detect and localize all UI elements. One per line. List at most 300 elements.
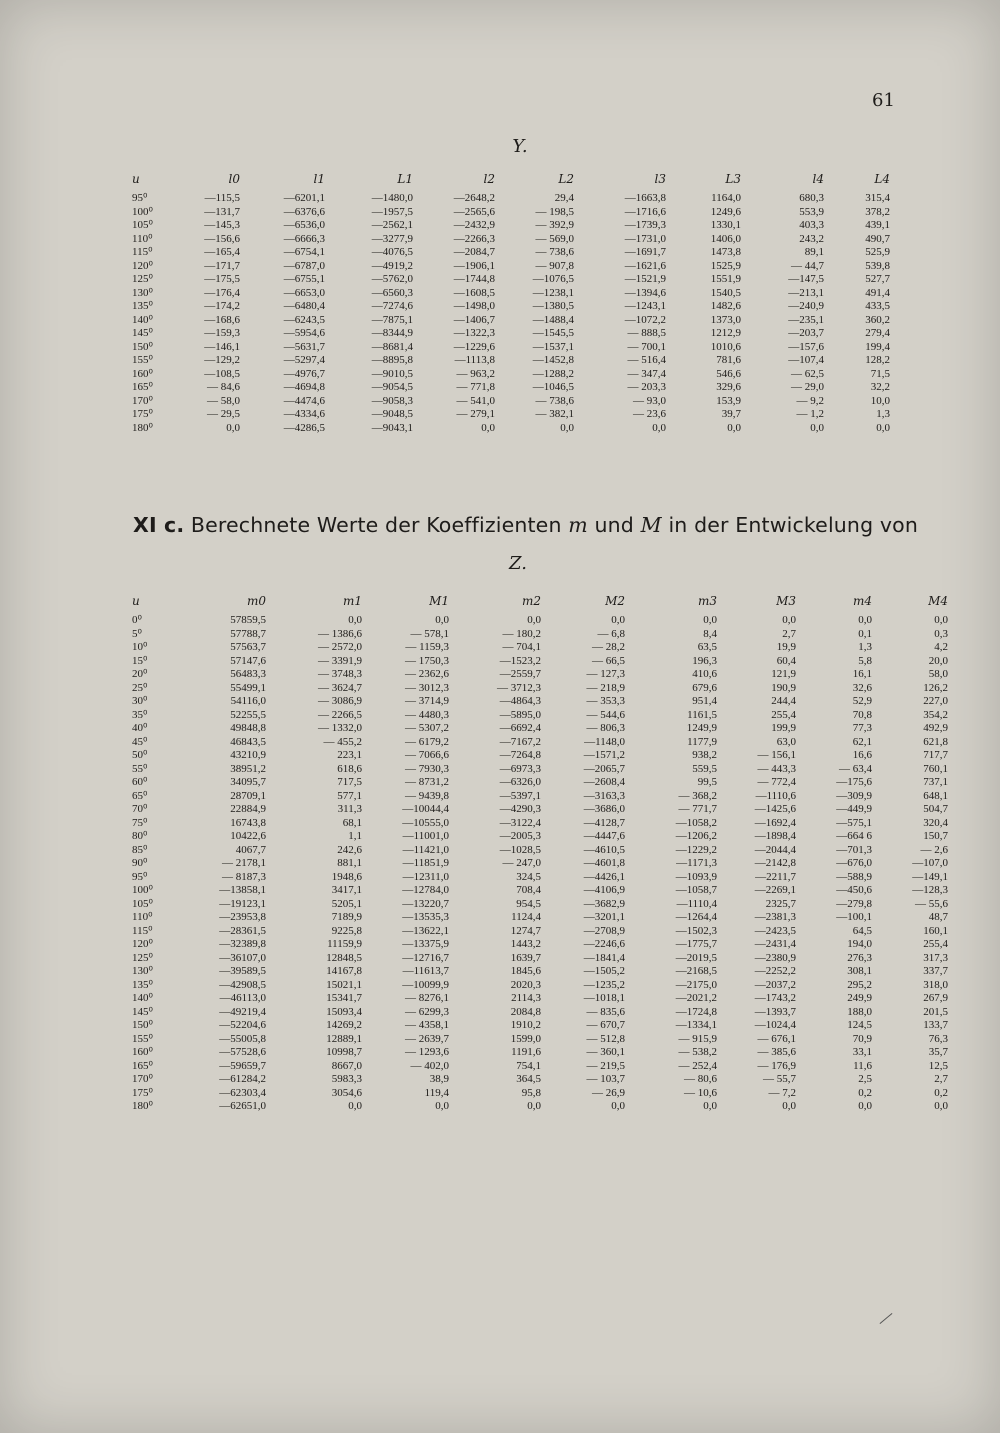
table-cell: — 66,5 (592, 654, 625, 667)
table-cell: —1957,5 (371, 205, 413, 218)
table-cell: 124,5 (847, 1019, 872, 1031)
table-cell: —1452,8 (532, 354, 574, 366)
table-cell: — 103,7 (586, 1073, 625, 1085)
table-z (132, 588, 948, 1114)
table-cell: —165,4 (204, 246, 240, 258)
table-cell: — 2572,0 (318, 641, 362, 653)
row-angle: 40⁰ (132, 722, 148, 734)
table-cell: —1724,8 (675, 1005, 717, 1018)
table-cell: 70,9 (852, 1032, 872, 1045)
table-cell: —1608,5 (453, 286, 495, 299)
table-row (132, 1019, 948, 1033)
row-angle: 125⁰ (132, 273, 153, 285)
table-cell: —6787,0 (283, 259, 325, 272)
table-cell: —3201,1 (583, 911, 625, 923)
table-cell: — 63,4 (839, 762, 872, 775)
row-angle: 95⁰ (132, 870, 148, 883)
column-header: l4 (812, 172, 824, 186)
table-row (132, 790, 948, 804)
table-row (132, 925, 948, 939)
table-cell: — 26,9 (592, 1086, 625, 1099)
table-cell: —6973,3 (499, 762, 541, 775)
row-angle: 110⁰ (132, 911, 153, 923)
table-cell: — 44,7 (791, 259, 824, 272)
table-row (132, 844, 948, 858)
column-header: M1 (429, 594, 449, 608)
table-cell: 242,6 (337, 843, 362, 856)
table-cell: — 180,2 (502, 627, 541, 640)
table-cell: —4864,3 (499, 695, 541, 707)
table-row (132, 327, 890, 341)
table-cell: — 8187,3 (222, 870, 266, 883)
table-cell: — 219,5 (586, 1059, 625, 1072)
table-cell: — 700,1 (627, 340, 666, 353)
row-angle: 100⁰ (132, 205, 153, 218)
table-cell: —6754,1 (283, 246, 325, 258)
table-cell: —1731,0 (624, 232, 666, 245)
table-cell: — 347,4 (627, 367, 666, 380)
table-cell: —7875,1 (371, 313, 413, 326)
table-cell: —11421,0 (402, 843, 449, 856)
table-cell: 5,8 (858, 654, 872, 667)
row-angle: 135⁰ (132, 300, 153, 312)
table-cell: —149,1 (912, 870, 948, 883)
table-cell: —1744,8 (453, 273, 495, 285)
table-cell: —2565,6 (453, 205, 495, 218)
table-cell: 1249,9 (686, 722, 717, 734)
column-header: L2 (558, 172, 574, 186)
table-cell: —9010,5 (371, 367, 413, 380)
row-angle: 35⁰ (132, 708, 148, 721)
table-cell: —171,7 (204, 259, 240, 272)
table-cell: 0,0 (481, 421, 495, 434)
table-cell: 0,0 (226, 421, 240, 434)
row-angle: 80⁰ (132, 830, 148, 842)
table-cell: 32,6 (852, 681, 872, 694)
table-cell: —1716,6 (624, 205, 666, 218)
table-cell: —2175,0 (675, 978, 717, 991)
table-row (132, 1046, 948, 1060)
row-angle: 100⁰ (132, 884, 153, 896)
table-cell: —2065,7 (583, 762, 625, 775)
table-cell: — 2178,1 (222, 857, 266, 869)
table-cell: —5297,4 (283, 354, 325, 366)
table-cell: —156,6 (204, 232, 240, 245)
table-row (132, 898, 948, 912)
table-row (132, 803, 948, 817)
table-cell: 0,0 (727, 421, 741, 434)
table-cell: —1058,2 (675, 816, 717, 829)
table-cell: 360,2 (865, 313, 890, 326)
table-cell: — 806,3 (586, 722, 625, 734)
table-row (132, 817, 948, 831)
column-header: L4 (874, 172, 890, 186)
heading-var-m: m (568, 513, 588, 537)
table-cell: —279,8 (836, 897, 872, 910)
table-cell: 5983,3 (331, 1073, 362, 1085)
table-cell: — 2639,7 (405, 1032, 449, 1045)
table-cell: — 385,6 (757, 1046, 796, 1058)
table-cell: 737,1 (923, 776, 948, 788)
table-cell: —1380,5 (532, 300, 574, 312)
table-cell: —1505,2 (583, 965, 625, 977)
table-z-block (132, 588, 948, 1114)
table-cell: — 2362,6 (405, 668, 449, 680)
table-cell: —1521,9 (624, 273, 666, 285)
column-header: l2 (483, 172, 495, 186)
table-cell: —9043,1 (371, 421, 413, 434)
table-cell: 2114,3 (511, 992, 541, 1004)
table-cell: 194,0 (847, 938, 872, 950)
table-cell: —2381,3 (754, 911, 796, 923)
row-angle: 5⁰ (132, 627, 142, 640)
table-cell: 0,2 (858, 1086, 872, 1099)
table-cell: —5954,6 (283, 327, 325, 339)
table-cell: —2019,5 (675, 951, 717, 964)
table-cell: 0,0 (703, 614, 717, 626)
table-cell: —701,3 (836, 843, 872, 856)
table-cell: 1599,0 (510, 1032, 541, 1045)
table-cell: — 382,1 (535, 408, 574, 420)
table-cell: 364,5 (516, 1073, 541, 1085)
table-y-title: Y. (512, 136, 528, 157)
table-cell: —2246,6 (583, 938, 625, 950)
table-cell: 0,0 (611, 614, 625, 626)
table-cell: 546,6 (716, 367, 741, 380)
heading-text-2: und (587, 513, 641, 537)
table-cell: 491,4 (865, 286, 890, 299)
table-row (132, 368, 890, 382)
table-cell: 128,2 (865, 354, 890, 366)
row-angle: 160⁰ (132, 1046, 153, 1058)
table-cell: 311,3 (337, 803, 362, 815)
table-cell: 16,1 (852, 668, 872, 680)
row-angle: 170⁰ (132, 1073, 153, 1085)
table-cell: — 772,4 (757, 776, 796, 788)
table-row (132, 965, 948, 979)
table-cell: 0,0 (527, 1100, 541, 1112)
table-cell: 410,6 (692, 668, 717, 680)
table-cell: —1229,2 (675, 843, 717, 856)
table-cell: 320,4 (923, 816, 948, 829)
table-cell: 504,7 (923, 803, 948, 815)
table-cell: —6666,3 (283, 232, 325, 245)
table-cell: —6243,5 (283, 313, 325, 326)
table-cell: —2423,5 (754, 924, 796, 937)
table-cell: —1906,1 (453, 259, 495, 272)
table-cell: 1161,5 (687, 708, 717, 721)
table-cell: —107,0 (912, 857, 948, 869)
table-cell: 1910,2 (510, 1019, 541, 1031)
table-cell: —42908,5 (219, 978, 266, 991)
table-cell: —6536,0 (283, 219, 325, 231)
row-angle: 45⁰ (132, 735, 148, 748)
table-cell: 1551,9 (710, 273, 741, 285)
table-cell: —676,0 (836, 857, 872, 869)
heading-number: XI c. (133, 513, 185, 537)
column-header: l3 (654, 172, 666, 186)
table-cell: —1480,0 (371, 192, 413, 204)
table-cell: 648,1 (923, 789, 948, 802)
table-cell: —1288,2 (532, 367, 574, 380)
table-cell: 244,4 (771, 695, 796, 707)
table-cell: 76,3 (928, 1032, 948, 1045)
table-cell: —1229,6 (453, 340, 495, 353)
table-row (132, 722, 948, 736)
table-cell: —1058,7 (675, 884, 717, 896)
table-row (132, 354, 890, 368)
table-cell: —7264,8 (499, 749, 541, 761)
table-cell: 9225,8 (331, 924, 362, 937)
column-header: l1 (313, 172, 325, 186)
table-cell: — 7930,3 (405, 762, 449, 775)
table-cell: — 907,8 (535, 259, 574, 272)
table-row (132, 709, 948, 723)
table-cell: —4334,6 (283, 408, 325, 420)
column-header: m4 (852, 594, 872, 608)
table-cell: — 443,3 (757, 762, 796, 775)
table-cell: —108,5 (204, 367, 240, 380)
table-cell: 378,2 (865, 205, 890, 218)
table-cell: — 29,0 (791, 381, 824, 393)
table-cell: —1243,1 (624, 300, 666, 312)
table-cell: —575,1 (836, 816, 872, 829)
table-row (132, 695, 948, 709)
table-cell: —1110,6 (755, 789, 796, 802)
table-cell: 439,1 (865, 219, 890, 231)
table-cell: 324,5 (516, 870, 541, 883)
row-angle: 160⁰ (132, 367, 153, 380)
table-cell: —2380,9 (754, 951, 796, 964)
table-cell: — 156,1 (757, 749, 796, 761)
row-angle: 95⁰ (132, 192, 148, 204)
table-cell: —11851,9 (402, 857, 449, 869)
table-cell: 16743,8 (230, 816, 266, 829)
table-cell: 0,0 (934, 614, 948, 626)
table-cell: —1692,4 (754, 816, 796, 829)
table-cell: — 28,2 (592, 641, 625, 653)
table-cell: 126,2 (923, 681, 948, 694)
column-header: L3 (725, 172, 741, 186)
table-row (132, 871, 948, 885)
table-cell: —61284,2 (219, 1073, 266, 1085)
table-cell: 1,3 (876, 408, 890, 420)
heading-text-1: Berechnete Werte der Koeffizienten (184, 513, 569, 537)
table-cell: 29,4 (554, 192, 574, 204)
table-cell: —1523,2 (499, 654, 541, 667)
table-cell: 49848,8 (230, 722, 266, 734)
table-cell: —9048,5 (371, 408, 413, 420)
table-cell: —240,9 (788, 300, 824, 312)
row-angle: 110⁰ (132, 232, 153, 245)
table-cell: —4474,6 (283, 394, 325, 407)
table-cell: 12,5 (928, 1059, 948, 1072)
table-cell: —9058,3 (371, 394, 413, 407)
column-header: M3 (776, 594, 796, 608)
table-cell: —52204,6 (219, 1019, 266, 1031)
table-cell: — 1293,6 (405, 1046, 449, 1058)
section-heading (133, 513, 918, 537)
row-angle: 155⁰ (132, 354, 153, 366)
table-cell: — 7,2 (768, 1086, 796, 1099)
table-cell: 315,4 (865, 192, 890, 204)
row-angle: 140⁰ (132, 992, 153, 1004)
table-cell: 329,6 (716, 381, 741, 393)
table-row (132, 314, 890, 328)
table-cell: 11159,9 (327, 938, 362, 950)
row-angle: 150⁰ (132, 340, 153, 353)
table-cell: —309,9 (836, 789, 872, 802)
table-row (132, 749, 948, 763)
table-cell: — 1750,3 (405, 654, 449, 667)
row-angle: 75⁰ (132, 816, 148, 829)
table-cell: 10,0 (870, 394, 890, 407)
table-row (132, 614, 948, 628)
table-cell: 255,4 (923, 938, 948, 950)
table-cell: —235,1 (788, 313, 824, 326)
row-angle: 130⁰ (132, 965, 153, 977)
table-cell: 190,9 (771, 681, 796, 694)
table-cell: 267,9 (923, 992, 948, 1004)
table-cell: — 84,6 (207, 381, 240, 393)
table-row (132, 857, 948, 871)
table-row (132, 641, 948, 655)
table-cell: —19123,1 (219, 897, 266, 910)
table-cell: — 704,1 (502, 641, 541, 653)
table-cell: 0,0 (560, 421, 574, 434)
table-cell: — 2,6 (920, 843, 948, 856)
table-cell: 64,5 (852, 924, 872, 937)
table-cell: —4447,6 (583, 830, 625, 842)
table-cell: —3163,3 (583, 789, 625, 802)
table-cell: — 353,3 (586, 695, 625, 707)
table-cell: — 252,4 (678, 1059, 717, 1072)
table-cell: —7274,6 (371, 300, 413, 312)
table-cell: 199,4 (865, 340, 890, 353)
table-cell: —1663,8 (624, 192, 666, 204)
table-cell: 433,5 (865, 300, 890, 312)
table-cell: 553,9 (799, 205, 824, 218)
table-cell: — 62,5 (791, 367, 824, 380)
table-cell: —6326,0 (499, 776, 541, 788)
table-cell: —1028,5 (499, 843, 541, 856)
table-cell: 621,8 (923, 735, 948, 748)
table-cell: —13535,3 (402, 911, 449, 923)
table-cell: —4290,3 (499, 803, 541, 815)
table-cell: —1545,5 (532, 327, 574, 339)
table-cell: —2708,9 (583, 924, 625, 937)
table-cell: —1024,4 (754, 1019, 796, 1031)
table-cell: —1841,4 (583, 951, 625, 964)
table-row (132, 763, 948, 777)
table-cell: —450,6 (836, 884, 872, 896)
table-y-header-row (132, 166, 890, 192)
table-cell: 0,0 (858, 614, 872, 626)
table-cell: 1948,6 (331, 870, 362, 883)
table-cell: 308,1 (847, 965, 872, 977)
table-cell: 4,2 (934, 641, 948, 653)
table-cell: —2044,4 (754, 843, 796, 856)
table-cell: 60,4 (776, 654, 796, 667)
table-cell: —62303,4 (219, 1086, 266, 1099)
table-cell: —1488,4 (532, 313, 574, 326)
table-cell: 492,9 (923, 722, 948, 734)
table-cell: —10099,9 (402, 978, 449, 991)
table-cell: — 360,1 (586, 1046, 625, 1058)
column-header: L1 (397, 172, 413, 186)
row-angle: 105⁰ (132, 897, 153, 910)
table-cell: —4426,1 (583, 870, 625, 883)
table-cell: — 676,1 (757, 1032, 796, 1045)
column-header: l0 (228, 172, 240, 186)
table-cell: — 10,6 (684, 1086, 717, 1099)
table-cell: 57147,6 (230, 654, 266, 667)
table-cell: 1330,1 (710, 219, 741, 231)
table-cell: —1406,7 (453, 313, 495, 326)
table-cell: —13858,1 (219, 884, 266, 896)
table-cell: 2084,8 (510, 1005, 541, 1018)
table-cell: —10555,0 (402, 816, 449, 829)
table-cell: — 55,7 (763, 1073, 796, 1085)
table-cell: 0,0 (435, 1100, 449, 1112)
table-cell: —59659,7 (219, 1059, 266, 1072)
table-cell: 317,3 (923, 951, 948, 964)
table-row (132, 287, 890, 301)
table-cell: 38951,2 (230, 762, 266, 775)
row-angle: 145⁰ (132, 1005, 153, 1018)
table-cell: 403,3 (799, 219, 824, 231)
table-cell: 7189,9 (331, 911, 362, 923)
table-cell: 0,0 (782, 614, 796, 626)
table-cell: 539,8 (865, 259, 890, 272)
row-angle: 70⁰ (132, 803, 148, 815)
table-z-title: Z. (509, 553, 527, 574)
table-cell: —175,6 (836, 776, 872, 788)
table-cell: —8681,4 (371, 340, 413, 353)
table-cell: 89,1 (804, 246, 824, 258)
table-cell: — 392,9 (535, 219, 574, 231)
table-cell: — 55,6 (915, 897, 948, 910)
table-cell: — 23,6 (633, 408, 666, 420)
table-cell: 57859,5 (230, 614, 266, 626)
table-cell: 2,7 (782, 627, 796, 640)
table-cell: — 771,7 (678, 803, 717, 815)
table-row (132, 682, 948, 696)
row-angle: 120⁰ (132, 259, 153, 272)
table-cell: 1,1 (348, 830, 362, 842)
row-angle: 30⁰ (132, 695, 148, 707)
table-cell: —1498,0 (453, 300, 495, 312)
table-cell: —28361,5 (219, 924, 266, 937)
table-cell: — 771,8 (456, 381, 495, 393)
table-cell: —1393,7 (754, 1005, 796, 1018)
table-cell: 354,2 (923, 708, 948, 721)
table-cell: —6653,0 (283, 286, 325, 299)
table-cell: 525,9 (865, 246, 890, 258)
table-cell: 12889,1 (326, 1032, 362, 1045)
row-angle: 175⁰ (132, 1086, 153, 1099)
table-cell: 0,0 (703, 1100, 717, 1112)
table-row (132, 219, 890, 233)
table-cell: 15093,4 (326, 1005, 362, 1018)
row-angle: 180⁰ (132, 1100, 153, 1112)
table-cell: — 1386,6 (318, 627, 362, 640)
table-cell: 227,0 (923, 695, 948, 707)
table-cell: 0,0 (934, 1100, 948, 1112)
table-row (132, 1060, 948, 1074)
table-cell: —2142,8 (754, 857, 796, 869)
table-cell: —4106,9 (583, 884, 625, 896)
